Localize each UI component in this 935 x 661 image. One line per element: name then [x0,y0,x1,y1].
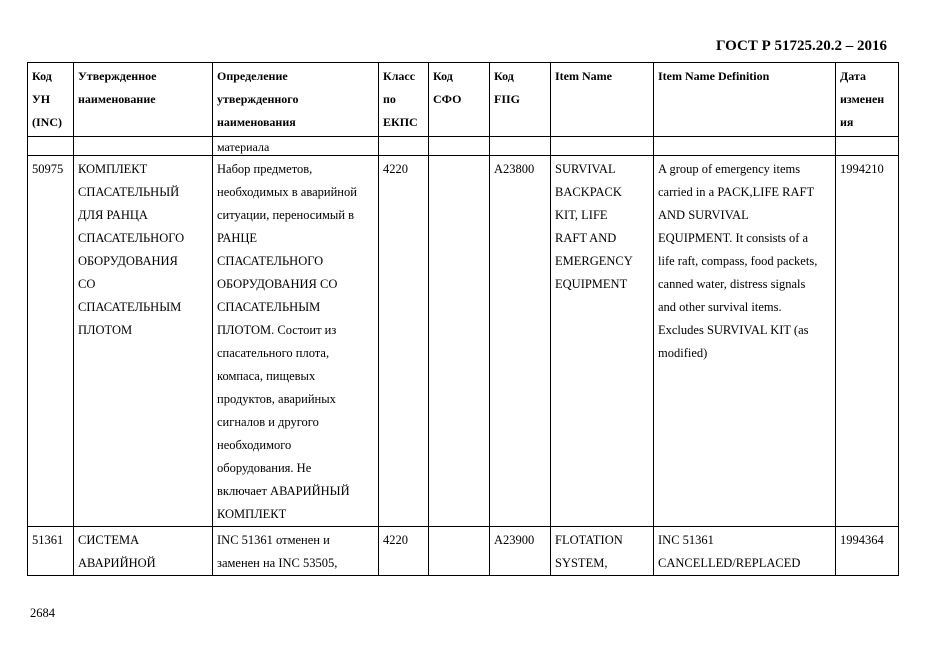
table-row [28,527,899,576]
column-header-sfo: Код СФО [429,63,490,137]
cell-sfo [429,156,490,527]
cell-date: 1994210 [836,156,899,527]
cell-inc: 50975 [28,156,74,527]
column-header-name-ru: Утвержденное наименование [74,63,213,137]
column-header-definition-ru: Определение утвержденного наименования [213,63,379,137]
cell-item-def: INC 51361 CANCELLED/REPLACED [654,527,836,576]
column-header-date: Дата изменен ия [836,63,899,137]
cell-class: 4220 [379,156,429,527]
cell-name-ru: СИСТЕМА АВАРИЙНОЙ [74,527,213,576]
column-header-class: Класс по ЕКПС [379,63,429,137]
cell-name-ru: КОМПЛЕКТ СПАСАТЕЛЬНЫЙ ДЛЯ РАНЦА СПАСАТЕЛЬНОГО ОБОРУДОВАНИЯ СО СПАСАТЕЛЬНЫМ ПЛОТОМ [74,156,213,527]
cell-item-def: A group of emergency items carried in a PACK,LIFE RAFT AND SURVIVAL EQUIPMENT. It consists of a life raft, compass, food packets, canned water, distress signals and other survival items. Excludes SURVIVAL KIT (as modified) [654,156,836,527]
table-row-continuation [28,137,899,156]
cell-date: 1994364 [836,527,899,576]
column-header-inc: Код УН (INC) [28,63,74,137]
cell-definition-ru: INC 51361 отменен и заменен на INC 53505, [213,527,379,576]
table-row [28,156,899,527]
cell-inc: 51361 [28,527,74,576]
cell-fiig: A23800 [490,156,551,527]
cell-definition-ru: Набор предметов, необходимых в аварийной ситуации, переносимый в РАНЦЕ СПАСАТЕЛЬНОГО ОБОРУДОВАНИЯ СО СПАСАТЕЛЬНЫМ ПЛОТОМ. Состоит из спасательного плота, компаса, пищевых продуктов, аварийных сигналов и другого необходимого оборудования. Не включает АВАРИЙНЫЙ КОМПЛЕКТ [213,156,379,527]
document-header: ГОСТ Р 51725.20.2 – 2016 [715,38,887,54]
catalog-table [27,62,899,576]
column-header-fiig: Код FIIG [490,63,551,137]
cell-item-name: SURVIVAL BACKPACK KIT, LIFE RAFT AND EMERGENCY EQUIPMENT [551,156,654,527]
cell-item-name: FLOTATION SYSTEM, [551,527,654,576]
cell-sfo [429,527,490,576]
column-header-item-name: Item Name [551,63,654,137]
cell-definition-ru: материала [213,137,379,156]
column-header-item-def: Item Name Definition [654,63,836,137]
page-number: 2684 [30,606,55,620]
table-header-row [28,63,899,137]
cell-fiig: A23900 [490,527,551,576]
cell-class: 4220 [379,527,429,576]
